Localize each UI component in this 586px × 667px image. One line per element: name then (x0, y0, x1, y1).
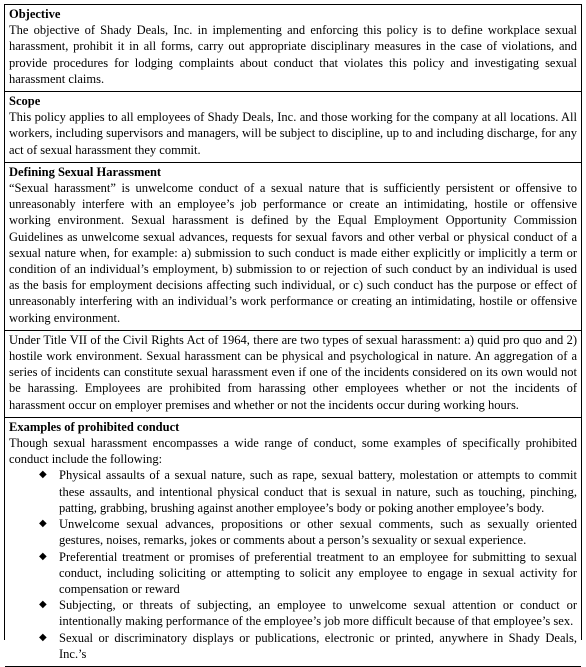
title-vii-section (5, 331, 581, 418)
scope-heading: Scope (9, 94, 41, 109)
list-item: ◆ Preferential treatment or promises of preferential treatment to an employee for submitting to sexual conduct, including soliciting or attempting to solicit any employee to engage in sexual activity for compensation or reward (39, 549, 577, 596)
title-vii-body: Under Title VII of the Civil Rights Act of 1964, there are two types of sexual harassment: a) quid pro quo and 2) hostile work environment. Sexual harassment can be physical and psychological in nature. An aggregation of a series of incidents can constitute sexual harassment even if one of the incidents considered on its own would not be harassing. Employees are prohibited from harassing other employees whether or not the incidents of harassment occur on employer premises and whether or not the incidents occur during working hours. (9, 332, 577, 412)
examples-heading: Examples of prohibited conduct (9, 419, 180, 434)
defining-heading: Defining Sexual Harassment (9, 164, 162, 179)
policy-document (4, 4, 582, 661)
objective-body: The objective of Shady Deals, Inc. in implementing and enforcing this policy is to define workplace sexual harassment, prohibit it in all forms, carry out appropriate disciplinary measures in the case of violations, and provide procedures for lodging complaints about conduct that violates this policy and investigating sexual harassment claims. (9, 23, 577, 86)
examples-list (9, 467, 577, 661)
list-item: ◆ Unwelcome sexual advances, propositions or other sexual comments, such as sexually oriented gestures, noises, remarks, jokes or comments about a person’s sexuality or sexual experience. (39, 517, 577, 548)
bullet-icon: ◆ (39, 469, 47, 481)
objective-heading: Objective (9, 7, 61, 21)
defining-section (5, 163, 581, 331)
list-item: ◆ Subjecting, or threats of subjecting, an employee to unwelcome sexual attention or conduct or intentionally making performance of the employee’s job more difficult because of that employee’s sex. (39, 598, 577, 629)
bullet-icon: ◆ (39, 550, 47, 562)
bullet-icon: ◆ (39, 631, 47, 643)
objective-section (5, 5, 581, 92)
list-item: ◆ Sexual or discriminatory displays or publications, electronic or printed, anywhere in Shady Deals, Inc.’s (39, 630, 577, 661)
examples-section (5, 418, 581, 667)
bullet-icon: ◆ (39, 599, 47, 611)
scope-section (5, 92, 581, 163)
bullet-icon: ◆ (39, 518, 47, 530)
scope-body: This policy applies to all employees of Shady Deals, Inc. and those working for the company at all locations. All workers, including supervisors and managers, will be subject to discipline, up to and including discharge, for any act of sexual harassment they commit. (9, 110, 577, 157)
examples-intro: Though sexual harassment encompasses a wide range of conduct, some examples of specifically prohibited conduct include the following: (9, 436, 577, 467)
defining-body: “Sexual harassment” is unwelcome conduct of a sexual nature that is sufficiently persistent or offensive to unreasonably interfere with an employee’s job performance or create an intimidating, hostile or offensive working environment. Sexual harassment is defined by the Equal Employment Opportunity Commission Guidelines as unwelcome sexual advances, requests for sexual favors and other verbal or physical conduct of a sexual nature when, for example: a) submission to such conduct is made either explicitly or implicitly a term or condition of an individual’s employment, b) submission to or rejection of such conduct by an individual is used as the basis for employment decisions affecting such individual, or c) such conduct has the purpose or effect of unreasonably interfering with an individual’s work performance or creating an intimidating, hostile or offensive working environment. (9, 181, 577, 325)
list-item: ◆ Physical assaults of a sexual nature, such as rape, sexual battery, molestation or attempts to commit these assaults, and intentional physical conduct that is sexual in nature, such as touching, pinching, patting, grabbing, brushing against another employee’s body or poking another employee’s body. (39, 468, 577, 515)
